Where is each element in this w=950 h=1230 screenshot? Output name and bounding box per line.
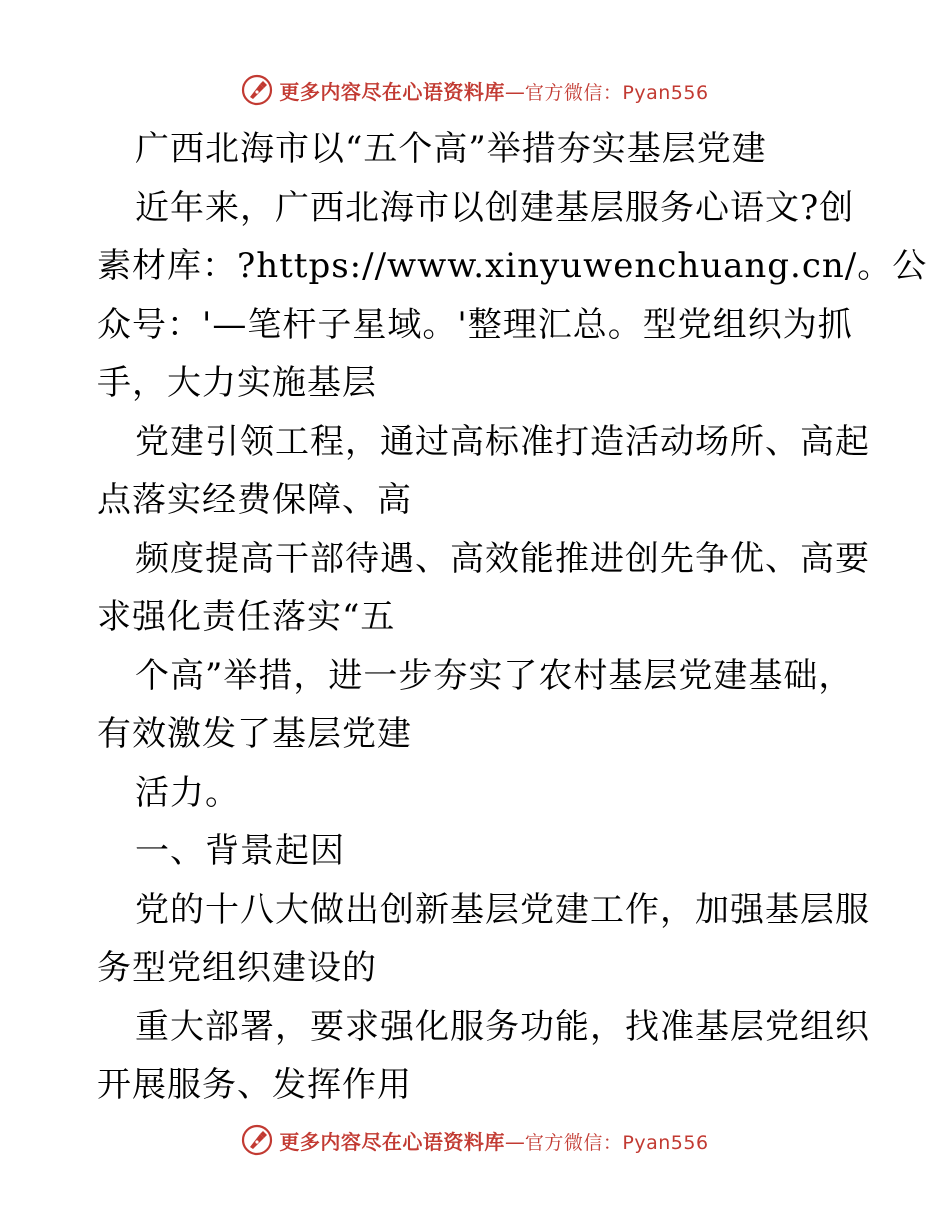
paragraph-line: 务型党组织建设的 [97, 948, 377, 988]
paragraph-line: 点落实经费保障、高 [97, 480, 412, 520]
paragraph-line: 重大部署，要求强化服务功能，找准基层党组织 [135, 1006, 870, 1047]
banner-main-text: 更多内容尽在心语资料库 [279, 1129, 505, 1154]
paragraph-line: 频度提高干部待遇、高效能推进创先争优、高要 [135, 538, 870, 579]
footer-banner [0, 1122, 950, 1158]
section-heading: 一、背景起因 [135, 831, 345, 871]
paragraph-line: 党建引领工程，通过高标准打造活动场所、高起 [135, 421, 870, 462]
paragraph-line: 个高”举措，进一步夯实了农村基层党建基础， [135, 655, 854, 696]
paragraph-line: 有效激发了基层党建 [97, 714, 412, 754]
banner-contact-text: 官方微信：Pyan556 [524, 81, 709, 104]
document-title: 广西北海市以“五个高”举措夯实基层党建 [135, 129, 767, 169]
banner-content [241, 74, 708, 106]
paragraph-line: 活力。 [135, 772, 240, 813]
pen-nib-logo-icon [241, 1124, 273, 1156]
paragraph-line: 众号：'—笔杆子星域。'整理汇总。型党组织为抓 [97, 304, 853, 345]
paragraph-line: 素材库：?https://www.xinyuwenchuang.cn/。公 [97, 246, 928, 286]
paragraph-line: 近年来，广西北海市以创建基层服务心语文?创 [135, 187, 855, 228]
banner-separator: — [504, 79, 525, 104]
header-banner [0, 72, 950, 108]
pen-nib-logo-icon [241, 74, 273, 106]
paragraph-line: 手，大力实施基层 [97, 363, 377, 403]
banner-main-text: 更多内容尽在心语资料库 [279, 79, 505, 104]
paragraph-line: 开展服务、发挥作用 [97, 1065, 412, 1105]
banner-text [279, 1126, 708, 1155]
paragraph-line: 求强化责任落实“五 [97, 597, 396, 637]
document-body [97, 120, 928, 1115]
banner-text [279, 76, 708, 105]
banner-content [241, 1124, 708, 1156]
banner-separator: — [504, 1129, 525, 1154]
banner-contact-text: 官方微信：Pyan556 [524, 1131, 709, 1154]
paragraph-line: 党的十八大做出创新基层党建工作，加强基层服 [135, 889, 870, 930]
